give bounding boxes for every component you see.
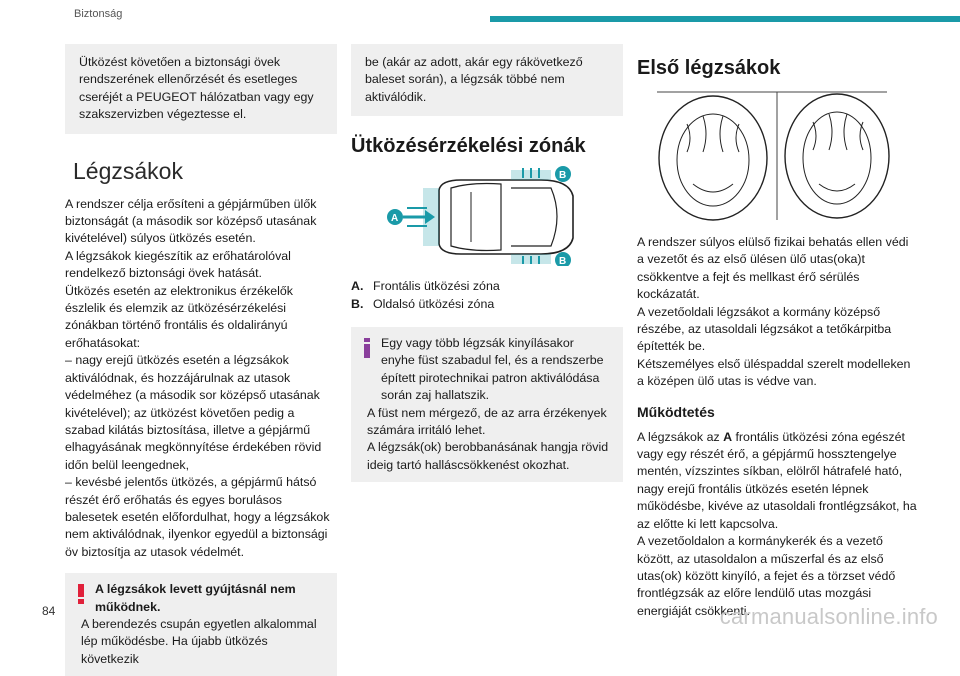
col3-paragraph: A vezetőoldali légzsákot a kormány középső részébe, az utasoldali légzsákot a tetőkárpitba építették be.: [637, 304, 892, 354]
operation-paragraph: [637, 429, 917, 533]
column-3: [637, 44, 917, 620]
col1-paragraph: – kevésbé jelentős ütközés, a gépjármű hátsó részét érő erőhatás és egyes borulásos balesetek esetén előfordulhat, hogy a légzsákok nem aktiválódnak, ilyenkor egyedül a biztonsági öv biztosítja az utasok védelmét.: [65, 475, 330, 559]
legend-item: [351, 278, 623, 295]
col1-paragraph: A rendszer célja erősíteni a gépjárműben ülők biztonságát (a második sor középső utasának kivételével) súlyos ütközés esetén.: [65, 196, 317, 246]
warning-text: A berendezés csupán egyetlen alkalommal lép működésbe. Ha újabb ütközés következik: [81, 616, 317, 666]
header-section-label: Biztonság: [74, 8, 123, 20]
column-2: [351, 44, 623, 482]
col3-paragraph: Kétszemélyes első üléspaddal szerelt modelleken a középen ülő utas is védve van.: [637, 356, 911, 389]
seatbelt-check-text: Ütközést követően a biztonsági övek rendszerének ellenőrzését és esetleges cseréjét a PEUGEOT hálózatban vagy egy szakszervizben végeztesse el.: [79, 55, 314, 122]
airbag-deployed-illustration: [647, 88, 897, 224]
airbags-heading: Légzsákok: [73, 157, 183, 184]
legend-key: B.: [351, 296, 364, 311]
header-accent-bar: [490, 16, 960, 22]
legend-item: [351, 296, 623, 313]
zone-label-b-bottom: B: [559, 256, 567, 268]
operation-subheading: Működtetés: [637, 403, 715, 420]
impact-zones-heading: Ütközésérzékelési zónák: [351, 135, 586, 158]
zone-label-a: A: [391, 213, 399, 225]
legend-key: A.: [351, 279, 364, 294]
watermark: carmanualsonline.info: [719, 604, 938, 629]
zone-label-b-top: B: [559, 170, 567, 182]
operation-text: A légzsákok az: [637, 429, 724, 444]
front-airbag-illustration: [647, 88, 897, 224]
impact-zone-diagram: [351, 166, 623, 266]
airbag-once-note: [351, 44, 623, 116]
airbag-once-text: be (akár az adott, akár egy rákövetkező baleset során), a légzsák többé nem aktiválódik.: [365, 55, 583, 104]
warning-notice: [65, 573, 337, 676]
info-i-icon: [359, 337, 375, 359]
col3-paragraph: A rendszer súlyos elülső fizikai behatás ellen védi a vezetőt és az első ülésen ülő utas(oka)t csökkentve a fejt és mellkast érő sérülés kockázatát.: [637, 235, 909, 302]
operation-paragraph: A vezetőoldalon a kormánykerék és a vezető között, az utasoldalon a műszerfal és az első utas(ok) között kinyíló, a fejet és a törzset védő frontlégzsák az előre lendülő utas mozgási energiáját csökkenti.: [637, 534, 896, 618]
warning-exclamation-icon: [73, 583, 89, 605]
col1-paragraph: Ütközés esetén az elektronikus érzékelők észlelik és elemzik az ütközésérzékelési zónákban történő frontális és oldalirányú erőhatásokat:: [65, 283, 293, 350]
operation-text: frontális ütközési zóna egészét vagy egy részét érő, a gépjármű hossztengelye mentén, vízszintes síkban, elölről hátrafelé ható, nagy erejű frontális ütközés esetén lépnek működésbe, kivéve az utasoldali frontlégzsákot, ha az előtte ki lett kapcsolva.: [637, 429, 917, 531]
col1-paragraph: – nagy erejű ütközés esetén a légzsákok aktiválódnak, és hozzájárulnak az utasok védelméhez (a második sor középső utasának kivételével); az ütközést követően pedig a szabad kilátás biztosítása, illetve a gépjármű elhagyásának megkönnyítése érdekében rövid időn belül leengednek,: [65, 353, 322, 472]
info-notice: [351, 327, 623, 482]
legend-text: Oldalsó ütközési zóna: [373, 296, 495, 311]
operation-zone-key: A: [723, 429, 733, 444]
legend-text: Frontális ütközési zóna: [373, 279, 500, 294]
info-text: Egy vagy több légzsák kinyílásakor enyhe füst szabadul fel, és a rendszerbe épített pirotechnikai patron aktiválódása során zaj hallatszik.: [381, 336, 604, 403]
column-1: [65, 44, 337, 676]
front-airbags-heading: Első légzsákok: [637, 57, 781, 79]
col1-paragraph: A légzsákok kiegészítik az erőhatárolóval rendelkező biztonsági övek hatását.: [65, 248, 291, 281]
warning-title: A légzsákok levett gyújtásnál nem működnek.: [95, 582, 296, 614]
page-number: 84: [42, 604, 56, 618]
seatbelt-check-note: [65, 44, 337, 134]
info-text: A füst nem mérgező, de az arra érzékenyek számára irritáló lehet.: [367, 405, 607, 438]
info-text: A légzsák(ok) berobbanásának hangja rövid ideig tartó halláscsökkenést okozhat.: [367, 440, 609, 472]
